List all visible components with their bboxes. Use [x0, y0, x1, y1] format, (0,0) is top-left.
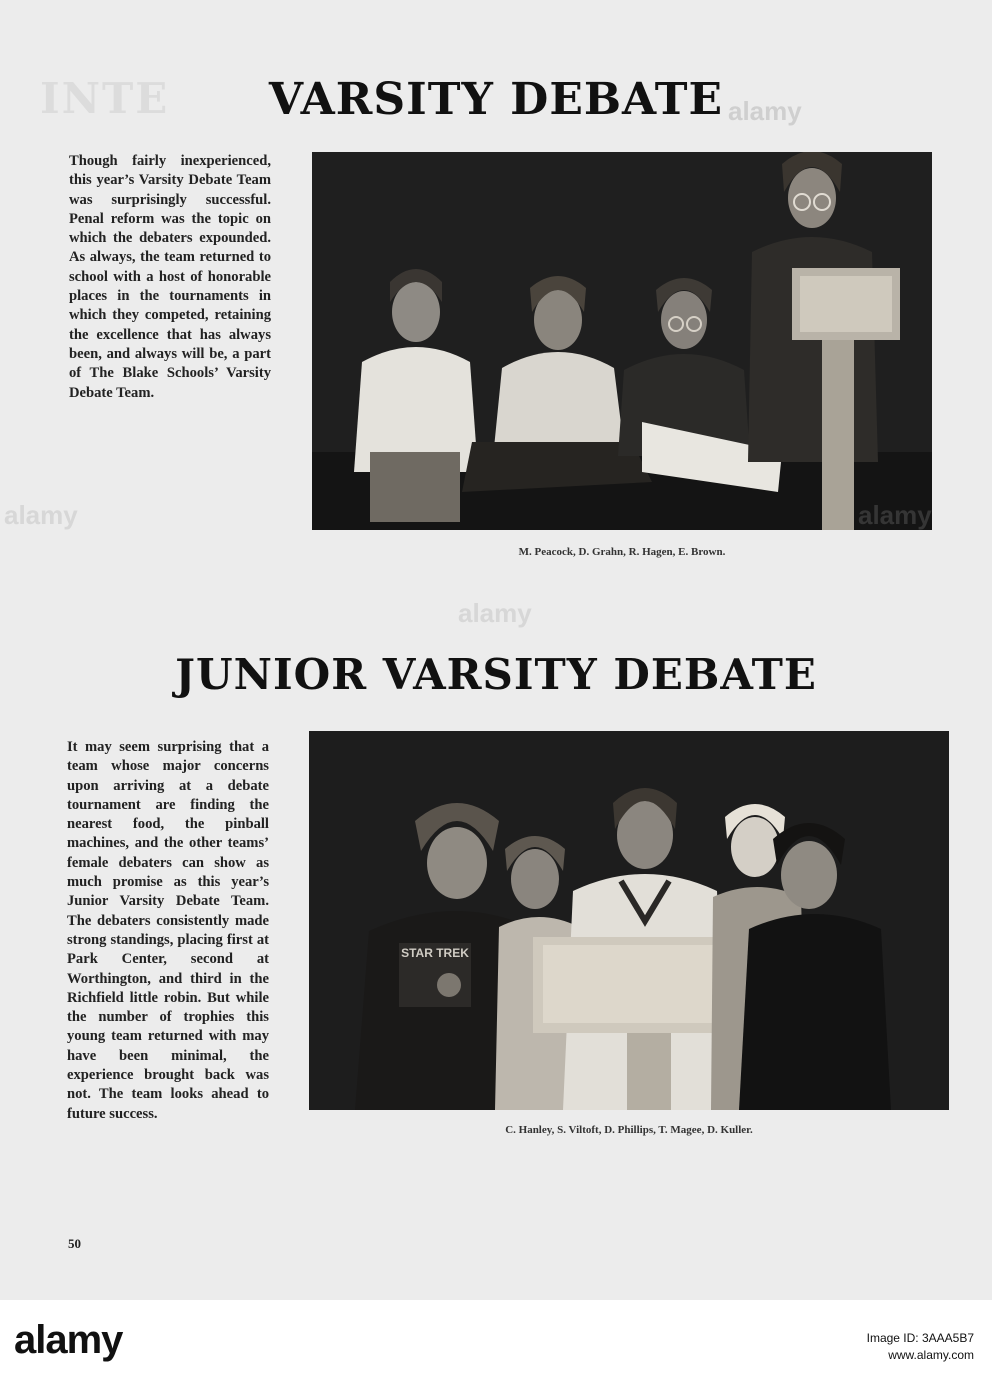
watermark: alamy [4, 500, 78, 530]
varsity-photo-caption: M. Peacock, D. Grahn, R. Hagen, E. Brown. [518, 546, 726, 558]
stock-image-info [867, 1330, 974, 1364]
varsity-debate-body-text: Though fairly inexperienced, this year’s Varsity Debate Team was surprisingly successful. Penal reform was the topic on which the debaters expounded. As always, the team returned to school with a host of honorable places in the tournaments in which they competed, retaining the excellence that has always been, and always will be, a part of The Blake Schools’ Varsity Debate Team. [69, 153, 271, 401]
image-id: Image ID: 3AAA5B7 [866, 1331, 974, 1345]
junior-varsity-debate-title: JUNIOR VARSITY DEBATE [175, 650, 817, 699]
shirt-text: STAR TREK [401, 946, 469, 960]
varsity-photo-illustration [312, 152, 932, 530]
stock-logo: alamy [14, 1318, 123, 1362]
watermark: alamy [728, 96, 802, 126]
junior-varsity-team-photo [309, 731, 949, 1110]
junior-varsity-photo-illustration [309, 731, 949, 1110]
bleed-through-text: INTE [40, 74, 170, 123]
junior-varsity-debate-body-text: It may seem surprising that a team whose major concerns upon arriving at a debate tournament are finding the nearest food, the pinball machines, and the other teams’ female debaters can show as much promise as this year’s Junior Varsity Debate Team. The debaters consistently made strong standings, placing first at Park Center, second at Worthington, and third in the Richfield little robin. But while the number of trophies this young team returned with may have been minimal, the experience brought back was not. The team looks ahead to future success. [67, 739, 269, 1122]
stock-site-link[interactable]: www.alamy.com [888, 1348, 974, 1362]
page-number: 50 [68, 1236, 81, 1251]
varsity-team-photo [312, 152, 932, 530]
junior-varsity-photo-caption: C. Hanley, S. Viltoft, D. Phillips, T. Magee, D. Kuller. [505, 1124, 753, 1136]
varsity-debate-title: VARSITY DEBATE [268, 74, 724, 125]
stock-footer [0, 1300, 992, 1390]
watermark: alamy [858, 500, 932, 530]
watermark: alamy [458, 598, 532, 628]
